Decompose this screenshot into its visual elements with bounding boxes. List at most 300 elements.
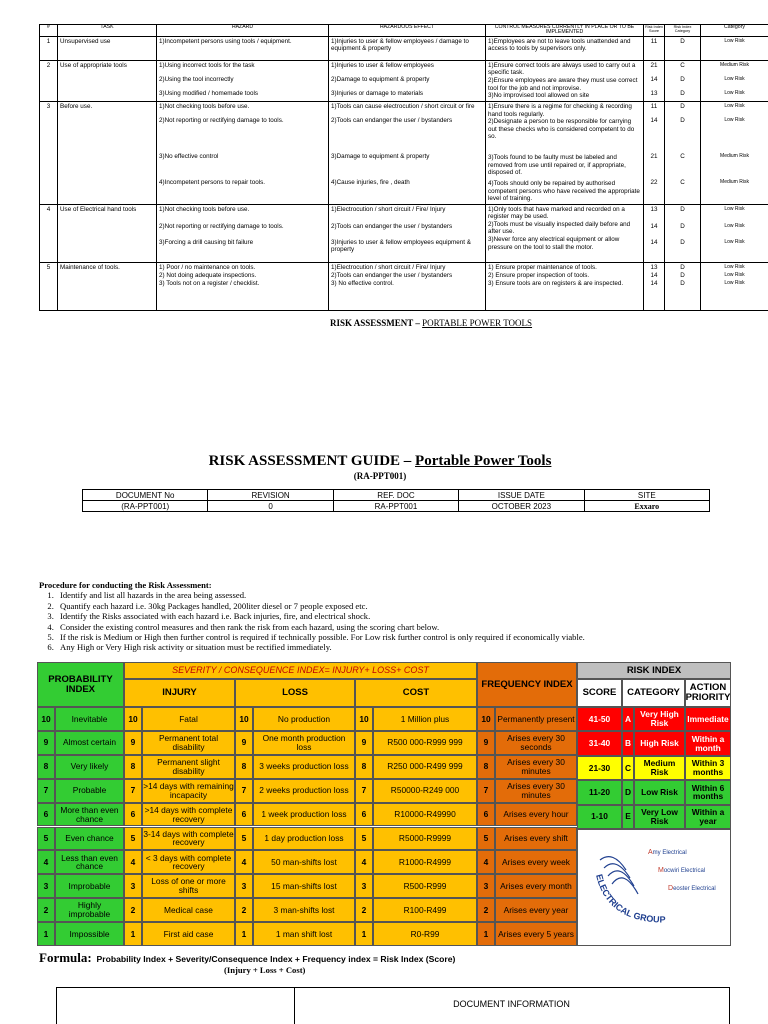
- index-number: 2: [355, 898, 373, 922]
- risk-score-header: SCORE: [577, 679, 622, 707]
- index-number: 10: [235, 707, 253, 731]
- caption-underlined: PORTABLE POWER TOOLS: [422, 318, 533, 328]
- frequency-label: Arises every year: [495, 898, 577, 922]
- injury-header: INJURY: [124, 679, 235, 707]
- cell-line: 3)Tools found to be faulty must be labeled and removed from use until repaired or, if appropriate, disposed of.: [488, 154, 626, 177]
- cell-line: 1) Poor / no maintenance on tools.: [159, 263, 256, 271]
- cell-line: 2)Designate a person to be responsible for carrying out these checks who is considered competent to do so.: [488, 118, 635, 141]
- risk-table-caption: [330, 318, 532, 328]
- cell-line: 1)Electrocution / short circuit / Fire/ Injury: [331, 205, 446, 213]
- logo-graphic: [578, 830, 731, 946]
- index-number: 3: [477, 874, 495, 898]
- risk-table-row: [40, 102, 768, 205]
- injury-label: Permanent total disability: [142, 731, 235, 755]
- row-task: Before use.: [58, 102, 157, 205]
- row-score: [644, 262, 665, 310]
- risk-score: 31-40: [577, 731, 622, 755]
- row-hazard: [157, 102, 329, 205]
- frequency-label: Permanently present: [495, 707, 577, 731]
- row-hazard: [157, 36, 329, 60]
- cell-line: D: [680, 117, 685, 125]
- index-number: 5: [235, 827, 253, 851]
- procedure-step: 5. If the risk is Medium or High then further control is required if technically possible. For Low risk further control is only required if economically viable.: [56, 632, 768, 642]
- probability-label: Improbable: [55, 874, 124, 898]
- cell-line: 3)Damage to equipment & property: [331, 153, 430, 161]
- row-number: 5: [40, 262, 58, 310]
- risk-category: Very High Risk: [634, 707, 685, 731]
- cell-line: 11: [650, 103, 658, 111]
- cell-line: 2)Tools can endanger the user / bystanders: [331, 222, 453, 230]
- cell-line: 4)Incompetent persons to repair tools.: [159, 179, 266, 187]
- cell-line: 1)Injuries to user & fellow employees: [331, 61, 434, 69]
- cell-line: 1)Employees are not to leave tools unattended and access to tools by supervisors only.: [488, 37, 631, 53]
- index-number: 3: [235, 874, 253, 898]
- guide-code: (RA-PPT001): [353, 471, 407, 481]
- risk-action: Within 6 months: [685, 780, 731, 804]
- risk-assessment-table: [39, 24, 768, 311]
- row-index-category: [665, 102, 701, 205]
- index-number: 8: [477, 755, 495, 779]
- cell-line: 1)Only tools that have marked and recorded on a register may be used.: [488, 205, 625, 221]
- loss-label: One month production loss: [253, 731, 355, 755]
- cost-label: R10000-R49990: [373, 803, 477, 827]
- index-number: 2: [37, 898, 55, 922]
- row-effect: [329, 102, 486, 205]
- loss-label: 1 man shift lost: [253, 922, 355, 946]
- injury-label: Permanent slight disability: [142, 755, 235, 779]
- risk-table-row: [40, 60, 768, 101]
- index-number: 1: [37, 922, 55, 946]
- cell-line: 13: [650, 205, 658, 213]
- row-number: 2: [40, 60, 58, 101]
- cell-line: 1)Incompetent persons using tools / equipment.: [159, 37, 292, 45]
- index-number: 10: [124, 707, 142, 731]
- row-effect: [329, 36, 486, 60]
- doc-table-header-row: [83, 490, 710, 501]
- loss-label: 15 man-shifts lost: [253, 874, 355, 898]
- formula-subtext: (Injury + Loss + Cost): [224, 965, 306, 975]
- cell-line: Low Risk: [724, 279, 745, 286]
- row-hazard: [157, 60, 329, 101]
- cell-line: 4)Tools should only be repaired by authorised competent persons who have received the appropriate level of training.: [488, 180, 640, 203]
- index-number: 10: [355, 707, 373, 731]
- cell-line: D: [680, 75, 685, 83]
- row-number: 4: [40, 204, 58, 262]
- risk-letter: B: [622, 731, 634, 755]
- guide-title-prefix: RISK ASSESSMENT GUIDE –: [208, 453, 416, 469]
- index-number: 8: [124, 755, 142, 779]
- cell-line: 1)Not checking tools before use.: [159, 103, 250, 111]
- risk-score: 1-10: [577, 805, 622, 829]
- logo-line-1: Amy Electrical: [648, 849, 687, 856]
- cell-line: Low Risk: [724, 222, 745, 229]
- frequency-label: Arises every 30 minutes: [495, 779, 577, 803]
- injury-label: Loss of one or more shifts: [142, 874, 235, 898]
- probability-label: Even chance: [55, 827, 124, 851]
- risk-category: Very Low Risk: [634, 805, 685, 829]
- row-index-category: [665, 262, 701, 310]
- risk-category: Low Risk: [634, 780, 685, 804]
- document-details-table: [82, 489, 710, 512]
- risk-letter: D: [622, 780, 634, 804]
- col-header-score: Risk Index Score: [644, 25, 665, 37]
- logo-arc-text: ELECTRICAL GROUP: [594, 873, 666, 925]
- doc-header-revision: REVISION: [208, 490, 333, 501]
- row-score: [644, 102, 665, 205]
- cell-line: 3)Injuries to user & fellow employees equipment & property: [331, 238, 472, 254]
- row-control: [486, 36, 644, 60]
- row-score: [644, 36, 665, 60]
- index-number: 2: [235, 898, 253, 922]
- row-control: [486, 102, 644, 205]
- cell-line: 2) Not doing adequate inspections.: [159, 271, 257, 279]
- cell-line: C: [680, 153, 685, 161]
- index-number: 3: [124, 874, 142, 898]
- procedure-title: Procedure for conducting the Risk Assessment:: [39, 580, 212, 590]
- col-header-task: TASK: [58, 25, 157, 37]
- index-number: 1: [235, 922, 253, 946]
- row-control: [486, 60, 644, 101]
- loss-header: LOSS: [235, 679, 355, 707]
- index-number: 2: [124, 898, 142, 922]
- scoring-chart: [37, 662, 731, 946]
- cell-line: 2)Tools can endanger the user / bystanders: [331, 271, 453, 279]
- cell-line: 2)Tools must be visually inspected daily before and after use.: [488, 220, 631, 236]
- cell-line: D: [680, 271, 685, 279]
- risk-table-row: [40, 204, 768, 262]
- frequency-label: Arises every 5 years: [495, 922, 577, 946]
- caption-prefix: RISK ASSESSMENT –: [330, 318, 423, 328]
- cell-line: 3) Ensure tools are on registers & are inspected.: [488, 279, 624, 287]
- doc-value-number: (RA-PPT001): [83, 501, 208, 512]
- cell-line: Low Risk: [724, 75, 745, 82]
- row-category: [701, 36, 768, 60]
- cost-label: R50000-R249 000: [373, 779, 477, 803]
- probability-label: Almost certain: [55, 731, 124, 755]
- cell-line: Medium Risk: [720, 61, 749, 68]
- doc-value-ref: RA-PPT001: [333, 501, 458, 512]
- risk-table-row: [40, 36, 768, 60]
- cell-line: 2)Tools can endanger the user / bystanders: [331, 117, 453, 125]
- cell-line: Medium Risk: [720, 153, 749, 160]
- col-header-number: #: [40, 25, 58, 37]
- cell-line: 1) Ensure proper maintenance of tools.: [488, 263, 597, 271]
- risk-category-header: CATEGORY: [622, 679, 685, 707]
- cell-line: D: [680, 205, 685, 213]
- loss-label: 50 man-shifts lost: [253, 850, 355, 874]
- index-number: 6: [477, 803, 495, 827]
- row-effect: [329, 60, 486, 101]
- cell-line: 1)Ensure correct tools are always used to carry out a specific task.: [488, 61, 636, 77]
- procedure-step: 2. Quantify each hazard i.e. 30kg Packages handled, 200liter diesel or 7 people exposed etc.: [56, 601, 768, 611]
- cost-label: R0-R99: [373, 922, 477, 946]
- row-task: Use of appropriate tools: [58, 60, 157, 101]
- frequency-label: Arises every week: [495, 850, 577, 874]
- cell-line: 1)Not checking tools before use.: [159, 205, 250, 213]
- index-number: 6: [124, 803, 142, 827]
- cell-line: 4)Cause injuries, fire , death: [331, 179, 410, 187]
- cell-line: D: [680, 103, 685, 111]
- cell-line: 1)Electrocution / short circuit / Fire/ Injury: [331, 263, 446, 271]
- index-number: 4: [37, 850, 55, 874]
- cost-label: R500 000-R999 999: [373, 731, 477, 755]
- index-number: 10: [477, 707, 495, 731]
- probability-label: Probable: [55, 779, 124, 803]
- index-number: 9: [477, 731, 495, 755]
- cell-line: Low Risk: [724, 238, 745, 245]
- index-number: 5: [124, 827, 142, 851]
- probability-label: More than even chance: [55, 803, 124, 827]
- cell-line: 14: [650, 222, 658, 230]
- row-score: [644, 204, 665, 262]
- index-number: 7: [235, 779, 253, 803]
- cell-line: 3)No improvised tool allowed on site: [488, 92, 590, 100]
- frequency-label: Arises every 30 minutes: [495, 755, 577, 779]
- row-control: [486, 204, 644, 262]
- row-effect: [329, 262, 486, 310]
- logo-line-2: Mocwiri Electrical: [658, 867, 706, 874]
- cell-line: D: [680, 238, 685, 246]
- cell-line: 3)Using modified / homemade tools: [159, 89, 259, 97]
- index-number: 1: [355, 922, 373, 946]
- index-number: 10: [37, 707, 55, 731]
- cell-line: 11: [650, 37, 658, 45]
- cell-line: 3)Injuries or damage to materials: [331, 89, 424, 97]
- cell-line: 21: [650, 61, 658, 69]
- cell-line: Low Risk: [724, 263, 745, 270]
- document-information-label: DOCUMENT INFORMATION: [453, 999, 570, 1009]
- cell-line: 14: [650, 279, 658, 287]
- cell-line: 2)Not reporting or rectifying damage to tools.: [159, 117, 284, 125]
- doc-value-revision: 0: [208, 501, 333, 512]
- injury-label: First aid case: [142, 922, 235, 946]
- injury-label: >14 days with remaining incapacity: [142, 779, 235, 803]
- guide-title-underlined: Portable Power Tools: [415, 453, 552, 469]
- index-number: 7: [355, 779, 373, 803]
- frequency-label: Arises every hour: [495, 803, 577, 827]
- probability-label: Impossible: [55, 922, 124, 946]
- cell-line: 2) Ensure proper inspection of tools.: [488, 271, 590, 279]
- loss-label: 3 weeks production loss: [253, 755, 355, 779]
- cell-line: 1)Using incorrect tools for the task: [159, 61, 255, 69]
- risk-category: Medium Risk: [634, 756, 685, 780]
- doc-header-ref: REF. DOC: [333, 490, 458, 501]
- row-hazard: [157, 262, 329, 310]
- loss-label: 2 weeks production loss: [253, 779, 355, 803]
- index-number: 8: [37, 755, 55, 779]
- row-number: 3: [40, 102, 58, 205]
- risk-letter: A: [622, 707, 634, 731]
- index-number: 6: [355, 803, 373, 827]
- cell-line: 1)Ensure there is a regime for checking & recording hand tools regularly.: [488, 103, 632, 118]
- index-number: 9: [235, 731, 253, 755]
- index-number: 6: [235, 803, 253, 827]
- col-header-index-category: Risk Index Category: [665, 25, 701, 37]
- cell-line: Low Risk: [724, 117, 745, 124]
- probability-label: Very likely: [55, 755, 124, 779]
- cell-line: 14: [650, 117, 658, 125]
- index-number: 4: [235, 850, 253, 874]
- index-number: 3: [37, 874, 55, 898]
- row-task: Maintenance of tools.: [58, 262, 157, 310]
- cell-line: 1)Tools can cause electrocution / short circuit or fire: [331, 103, 475, 111]
- cell-line: 14: [650, 75, 658, 83]
- row-task: Use of Electrical hand tools: [58, 204, 157, 262]
- risk-letter: E: [622, 805, 634, 829]
- cost-label: R1000-R4999: [373, 850, 477, 874]
- formula-body: Probability Index + Severity/Consequence Index + Frequency index = Risk Index (Score): [96, 954, 456, 964]
- index-number: 7: [37, 779, 55, 803]
- frequency-label: Arises every 30 seconds: [495, 731, 577, 755]
- index-number: 8: [235, 755, 253, 779]
- cell-line: Medium Risk: [720, 179, 749, 186]
- procedure-step: 1. Identify and list all hazards in the area being assessed.: [56, 590, 768, 600]
- cell-line: 3) No effective control.: [331, 279, 394, 287]
- doc-header-issue-date: ISSUE DATE: [459, 490, 584, 501]
- doc-table-value-row: [83, 501, 710, 512]
- document-information-box: [56, 987, 730, 1024]
- loss-label: 3 man-shifts lost: [253, 898, 355, 922]
- row-control: [486, 262, 644, 310]
- row-task: Unsupervised use: [58, 36, 157, 60]
- index-number: 4: [124, 850, 142, 874]
- index-number: 1: [477, 922, 495, 946]
- risk-table-row: [40, 262, 768, 310]
- cell-line: 13: [650, 89, 658, 97]
- cell-line: 2)Not reporting or rectifying damage to tools.: [159, 222, 284, 230]
- index-number: 9: [355, 731, 373, 755]
- frequency-index-header: FREQUENCY INDEX: [477, 662, 577, 707]
- doc-header-number: DOCUMENT No: [83, 490, 208, 501]
- risk-action: Within a month: [685, 731, 731, 755]
- procedure-step: 4. Consider the existing control measures and then rank the risk from each hazard, using the scoring chart below.: [56, 622, 768, 632]
- row-index-category: [665, 60, 701, 101]
- cell-line: 3)Forcing a drill causing bit failure: [159, 238, 254, 246]
- row-number: 1: [40, 36, 58, 60]
- electrical-group-logo: [577, 829, 731, 946]
- cost-label: R100-R499: [373, 898, 477, 922]
- risk-letter: C: [622, 756, 634, 780]
- cell-line: D: [680, 279, 685, 287]
- cell-line: 14: [650, 238, 658, 246]
- risk-action: Within a year: [685, 805, 731, 829]
- probability-label: Less than even chance: [55, 850, 124, 874]
- risk-score: 21-30: [577, 756, 622, 780]
- cell-line: D: [680, 222, 685, 230]
- index-number: 2: [477, 898, 495, 922]
- cell-line: 2)Using the tool incorrectly: [159, 75, 234, 83]
- cell-line: 22: [650, 179, 658, 187]
- procedure-steps: [39, 590, 768, 652]
- cell-line: D: [680, 89, 685, 97]
- cell-line: 3) Tools not on a register / checklist.: [159, 279, 260, 287]
- injury-label: < 3 days with complete recovery: [142, 850, 235, 874]
- risk-score: 11-20: [577, 780, 622, 804]
- loss-label: 1 week production loss: [253, 803, 355, 827]
- index-number: 9: [124, 731, 142, 755]
- procedure-step: 6. Any High or Very High risk activity or situation must be rectified immediately.: [56, 642, 768, 652]
- row-category: [701, 102, 768, 205]
- cell-line: C: [680, 61, 685, 69]
- index-number: 4: [477, 850, 495, 874]
- col-header-hazard: HAZARD: [157, 25, 329, 37]
- risk-action: Immediate: [685, 707, 731, 731]
- index-number: 5: [355, 827, 373, 851]
- cost-label: 1 Million plus: [373, 707, 477, 731]
- doc-value-site: Exxaro: [584, 501, 709, 512]
- cell-line: Low Risk: [724, 37, 745, 44]
- risk-score: 41-50: [577, 707, 622, 731]
- index-number: 1: [124, 922, 142, 946]
- cell-line: Low Risk: [724, 271, 745, 278]
- guide-title: [0, 453, 760, 470]
- cell-line: Low Risk: [724, 205, 745, 212]
- col-header-effect: HAZARDOUS EFFECT: [329, 25, 486, 37]
- loss-label: 1 day production loss: [253, 827, 355, 851]
- cell-line: 14: [650, 271, 658, 279]
- cell-line: 3)No effective control: [159, 153, 219, 161]
- doc-value-issue-date: OCTOBER 2023: [459, 501, 584, 512]
- cell-line: 2)Ensure employees are aware they must use correct tool for the job and not improvise.: [488, 77, 638, 92]
- cost-header: COST: [355, 679, 477, 707]
- injury-label: Medical case: [142, 898, 235, 922]
- frequency-label: Arises every month: [495, 874, 577, 898]
- row-category: [701, 60, 768, 101]
- risk-table-header-row: [40, 25, 768, 37]
- row-score: [644, 60, 665, 101]
- probability-index-header: PROBABILITY INDEX: [37, 662, 124, 707]
- logo-line-3: Deoster Electrical: [668, 885, 716, 892]
- index-number: 7: [477, 779, 495, 803]
- probability-label: Highly improbable: [55, 898, 124, 922]
- index-number: 7: [124, 779, 142, 803]
- risk-action: Within 3 months: [685, 756, 731, 780]
- injury-label: >14 days with complete recovery: [142, 803, 235, 827]
- index-number: 5: [37, 827, 55, 851]
- row-hazard: [157, 204, 329, 262]
- risk-category: High Risk: [634, 731, 685, 755]
- loss-label: No production: [253, 707, 355, 731]
- cell-line: D: [680, 37, 685, 45]
- procedure-step: 3. Identify the Risks associated with each hazard i.e. Back injuries, fire, and electrical shock.: [56, 611, 768, 621]
- cell-line: 2)Damage to equipment & property: [331, 75, 430, 83]
- cell-line: 13: [650, 263, 658, 271]
- index-number: 4: [355, 850, 373, 874]
- cell-line: D: [680, 263, 685, 271]
- cell-line: 3)Never force any electrical equipment or allow pressure on the tool to stall the motor.: [488, 236, 620, 251]
- index-number: 5: [477, 827, 495, 851]
- index-number: 9: [37, 731, 55, 755]
- cell-line: 1)Injuries to user & fellow employees / damage to equipment & property: [331, 37, 469, 53]
- frequency-label: Arises every shift: [495, 827, 577, 851]
- row-category: [701, 262, 768, 310]
- formula-label: Formula:: [39, 950, 92, 965]
- risk-index-header: RISK INDEX: [577, 662, 731, 679]
- index-number: 3: [355, 874, 373, 898]
- cell-line: Low Risk: [724, 103, 745, 110]
- injury-label: 3-14 days with complete recovery: [142, 827, 235, 851]
- cost-label: R500-R999: [373, 874, 477, 898]
- col-header-control: CONTROL MEASURES CURRENTLY IN PLACE OR TO BE IMPLEMENTED: [486, 25, 644, 37]
- severity-index-header: SEVERITY / CONSEQUENCE INDEX= INJURY+ LOSS+ COST: [124, 662, 477, 679]
- probability-label: Inevitable: [55, 707, 124, 731]
- cost-label: R250 000-R499 999: [373, 755, 477, 779]
- cell-line: 21: [650, 153, 658, 161]
- col-header-category: Category: [701, 25, 768, 37]
- row-effect: [329, 204, 486, 262]
- row-index-category: [665, 204, 701, 262]
- cost-label: R5000-R9999: [373, 827, 477, 851]
